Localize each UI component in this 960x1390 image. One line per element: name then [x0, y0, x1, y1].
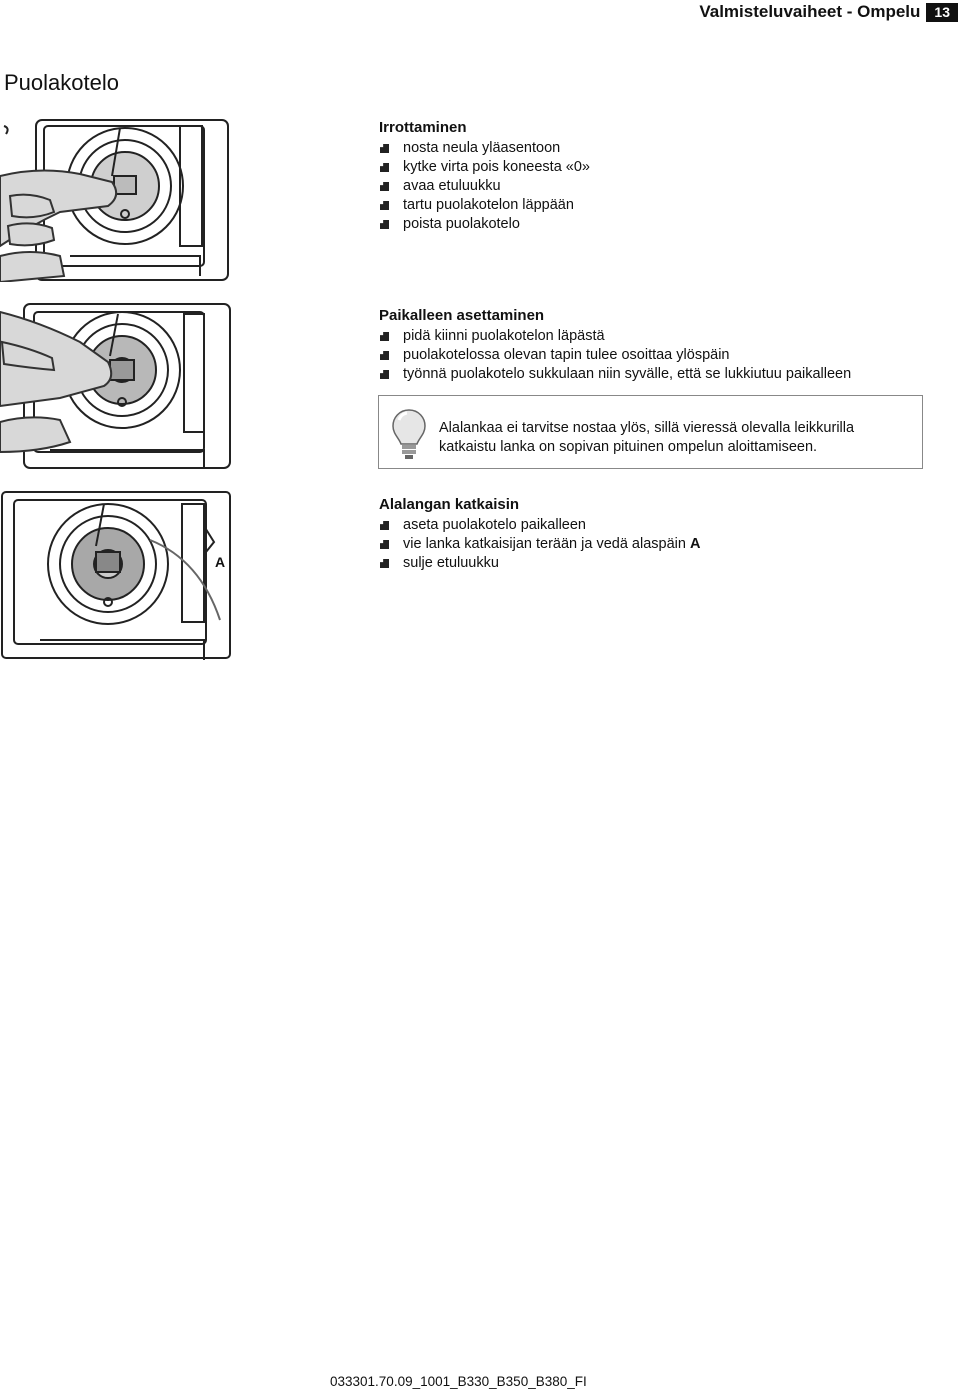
reference-a: A [689, 536, 701, 552]
list-item: nosta neula yläasentoon [379, 139, 939, 158]
list-item: vie lanka katkaisijan terään ja vedä alaspäin A [379, 535, 939, 554]
list-item: aseta puolakotelo paikalleen [379, 516, 939, 535]
cutter-steps [379, 516, 939, 573]
lightbulb-icon [391, 408, 427, 460]
document-code: 033301.70.09_1001_B330_B350_B380_FI [330, 1374, 587, 1389]
list-item: pidä kiinni puolakotelon läpästä [379, 327, 939, 346]
marker-a: A [215, 554, 226, 570]
section-title: Valmisteluvaiheet - Ompelu [699, 2, 921, 21]
cutter-heading: Alalangan katkaisin [379, 496, 520, 513]
list-item: avaa etuluukku [379, 177, 939, 196]
illustration-insertion [0, 302, 232, 470]
list-item: poista puolakotelo [379, 215, 939, 234]
illustration-thread-cutter [0, 490, 232, 660]
list-item: sulje etuluukku [379, 554, 939, 573]
removal-heading: Irrottaminen [379, 119, 467, 136]
removal-steps [379, 139, 939, 234]
running-header [699, 0, 958, 24]
list-item: kytke virta pois koneesta «0» [379, 158, 939, 177]
page-number: 13 [926, 3, 958, 22]
list-item: tartu puolakotelon läppään [379, 196, 939, 215]
illustration-removal [0, 116, 232, 282]
tip-box [378, 395, 923, 469]
insertion-steps [379, 327, 939, 384]
list-item: puolakotelossa olevan tapin tulee osoittaa ylöspäin [379, 346, 939, 365]
tip-text: Alalankaa ei tarvitse nostaa ylös, sillä vieressä olevalla leikkurilla katkaistu lanka on sopivan pituinen ompelun aloittamiseen. [439, 420, 855, 455]
insertion-heading: Paikalleen asettaminen [379, 307, 545, 324]
removal-section [379, 118, 939, 234]
page-title: Puolakotelo [4, 70, 119, 95]
insertion-section [379, 306, 939, 384]
list-item: työnnä puolakotelo sukkulaan niin syvälle, että se lukkiutuu paikalleen [379, 365, 939, 384]
cutter-section [379, 495, 939, 573]
